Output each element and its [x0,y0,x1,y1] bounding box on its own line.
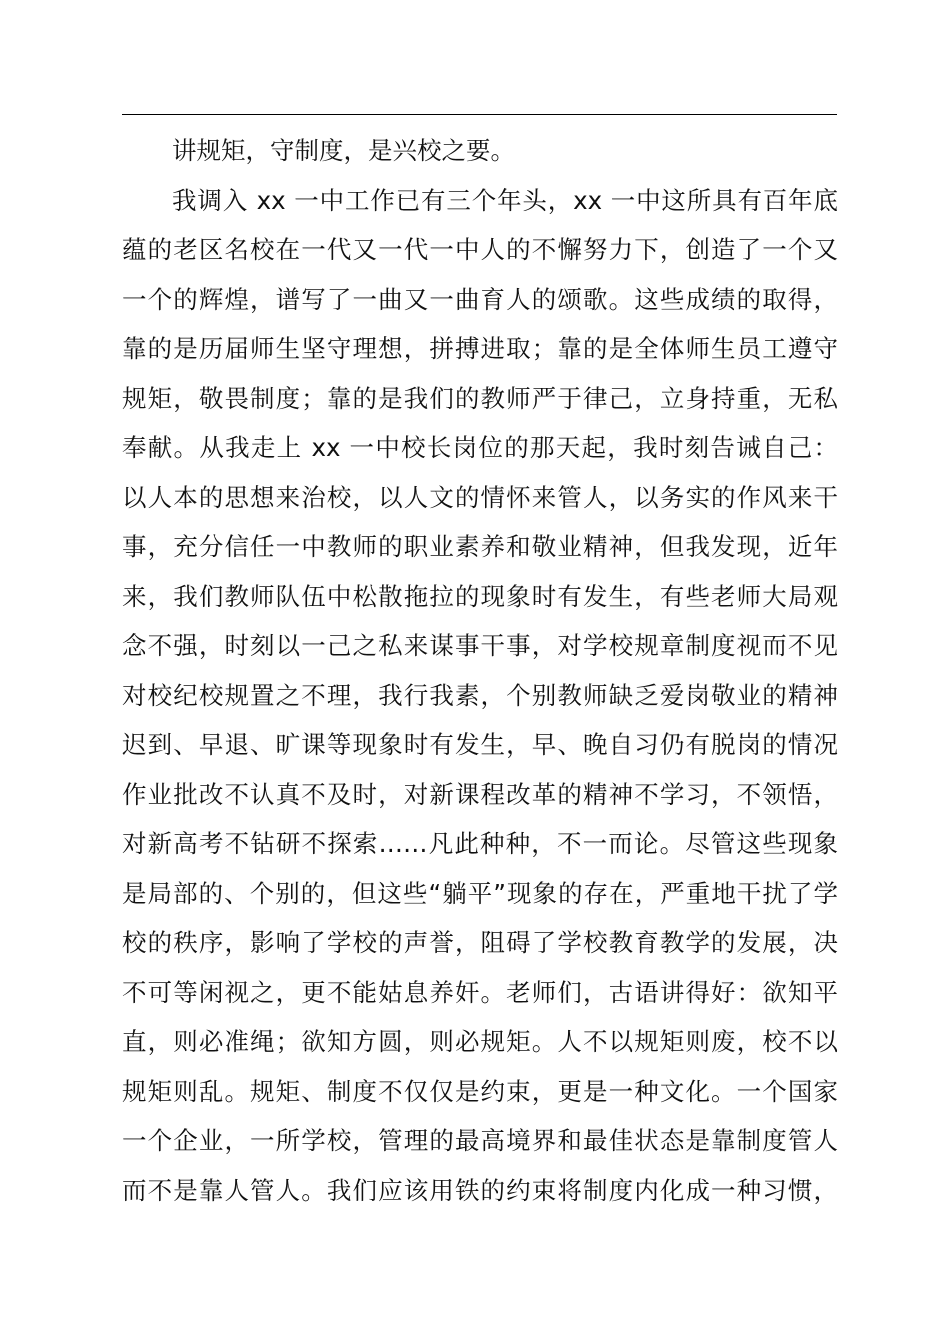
paragraph-line: 规矩则乱。规矩、制度不仅仅是约束，更是一种文化。一个国家 [122,1076,838,1106]
paragraph-line: 不可等闲视之，更不能姑息养奸。老师们，古语讲得好：欲知平 [122,977,838,1007]
paragraph-line: 奉献。从我走上 xx 一中校长岗位的那天起，我时刻告诫自己： [122,433,838,462]
paragraph-line: 规矩，敬畏制度；靠的是我们的教师严于律己，立身持重，无私 [122,383,838,413]
paragraph-line: 我调入 xx 一中工作已有三个年头，xx 一中这所具有百年底 [172,185,838,215]
header-rule [122,114,837,115]
paragraph-line: 对新高考不钻研不探索……凡此种种，不一而论。尽管这些现象 [122,829,838,858]
paragraph-line: 靠的是历届师生坚守理想，拼搏进取；靠的是全体师生员工遵守 [122,334,838,363]
paragraph-line: 事，充分信任一中教师的职业素养和敬业精神，但我发现，近年 [122,532,838,561]
paragraph-line: 以人本的思想来治校，以人文的情怀来管人，以务实的作风来干 [122,482,838,512]
body-text [122,126,838,1215]
paragraph-line: 蕴的老区名校在一代又一代一中人的不懈努力下，创造了一个又 [122,235,838,264]
paragraph-line: 一个的辉煌，谱写了一曲又一曲育人的颂歌。这些成绩的取得， [122,284,838,314]
paragraph-line: 作业批改不认真不及时，对新课程改革的精神不学习，不领悟， [122,779,838,809]
paragraph-line: 直，则必准绳；欲知方圆，则必规矩。人不以规矩则废，校不以 [122,1027,838,1056]
paragraph-line: 一个企业，一所学校，管理的最高境界和最佳状态是靠制度管人 [122,1126,838,1155]
paragraph-line: 迟到、早退、旷课等现象时有发生，早、晚自习仍有脱岗的情况 [122,730,838,759]
paragraph-line: 来，我们教师队伍中松散拖拉的现象时有发生，有些老师大局观 [122,581,838,611]
paragraph-line: 而不是靠人管人。我们应该用铁的约束将制度内化成一种习惯， [122,1175,838,1205]
paragraph-line: 对校纪校规置之不理，我行我素，个别教师缺乏爱岗敬业的精神 [122,680,838,710]
paragraph-line: 是局部的、个别的，但这些“躺平”现象的存在，严重地干扰了学 [122,878,838,908]
paragraph-line: 校的秩序，影响了学校的声誉，阻碍了学校教育教学的发展，决 [122,928,838,957]
paragraph-line: 念不强，时刻以一己之私来谋事干事，对学校规章制度视而不见 [122,631,838,660]
paragraph-line: 讲规矩，守制度，是兴校之要。 [172,136,515,165]
